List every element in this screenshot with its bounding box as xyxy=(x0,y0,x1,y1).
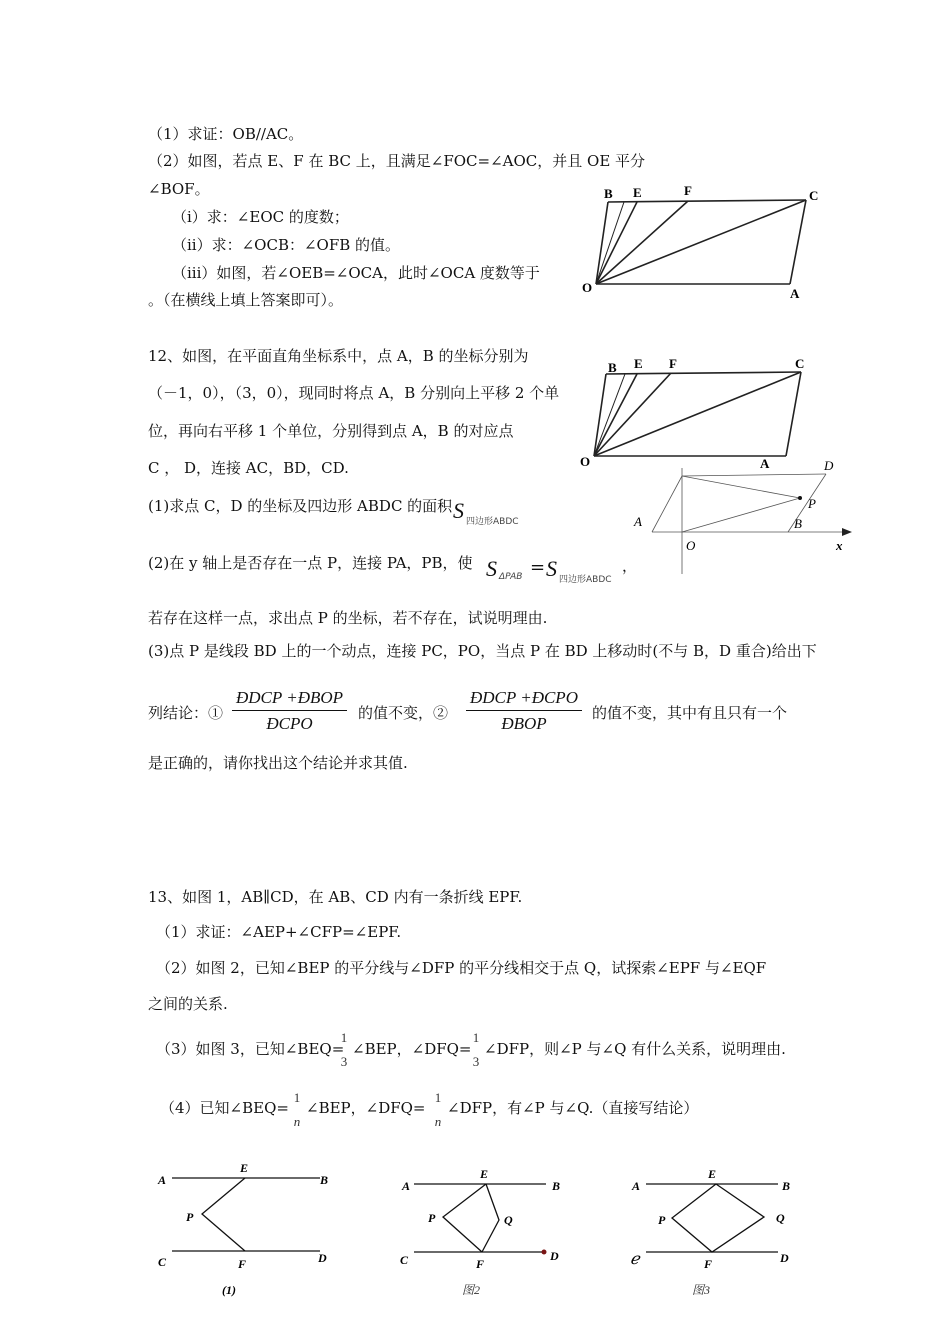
q11-label-F: F xyxy=(684,183,692,198)
fig3-label-Q: Q xyxy=(776,1211,785,1225)
q11-part1: （1）求证：OB//AC。 xyxy=(148,125,304,143)
q11-part2-line2: ∠BOF。 xyxy=(148,180,210,198)
q12-fraction-2 xyxy=(466,688,582,734)
fig3-label-F: F xyxy=(704,1257,713,1271)
fig2-label-E: E xyxy=(480,1167,489,1181)
q12-line3: 位，再向右平移 1 个单位，分别得到点 A，B 的对应点 xyxy=(148,422,514,440)
q11-sub-i: （i）求：∠EOC 的度数； xyxy=(172,208,349,226)
fig1-label-C: C xyxy=(158,1255,167,1269)
fig2-caption: 图2 xyxy=(462,1283,481,1297)
fig2-label-Q: Q xyxy=(504,1213,513,1227)
q13-part3-frac1-num: 1 xyxy=(340,1030,348,1045)
fig2-label-A: A xyxy=(402,1179,411,1193)
q12-s-quad-2: S xyxy=(546,556,557,581)
q12-fraction-1-denominator: ÐCPO xyxy=(266,714,313,733)
fig3-caption: 图3 xyxy=(692,1283,711,1297)
q12-axis-label-A: A xyxy=(634,514,642,529)
q11-label-O: O xyxy=(582,280,593,295)
fig2-label-P: P xyxy=(428,1211,436,1225)
q13-part3-frac1-den: 3 xyxy=(340,1054,348,1069)
q12-line2: （－1，0），（3，0），现同时将点 A，B 分别向上平移 2 个单 xyxy=(148,384,560,402)
q11-parallelogram-figure xyxy=(578,180,828,300)
fig1-label-F: F xyxy=(238,1257,247,1271)
q12-axis-label-D: D xyxy=(824,458,834,473)
q13-part4-frac1-den: n xyxy=(293,1114,301,1129)
q12-axis-label-x: x xyxy=(836,538,843,553)
fig2-label-F: F xyxy=(476,1257,485,1271)
q13-part4-frac2-num: 1 xyxy=(434,1090,442,1105)
q12-s-quad-2-sub: 四边形ABDC xyxy=(559,575,612,585)
q11-sub-iii: （iii）如图，若∠OEB=∠OCA，此时∠OCA 度数等于 xyxy=(172,264,540,282)
fig3-label-E: E xyxy=(708,1167,717,1181)
q12-part3-line1: (3)点 P 是线段 BD 上的一个动点，连接 PC，PO，当点 P 在 BD 上移动时(不与 B，D 重合)给出下 xyxy=(148,642,817,660)
q12-coordinate-figure xyxy=(628,456,860,578)
fig3-label-A: A xyxy=(632,1179,641,1193)
fig1-caption: (1) xyxy=(222,1283,236,1297)
q12-s-tri-sub: ΔPAB xyxy=(499,572,523,582)
q12-label-O: O xyxy=(580,454,591,469)
q12-line1: 12、如图，在平面直角坐标系中，点 A，B 的坐标分别为 xyxy=(148,347,529,365)
q12-part2-line2: 若存在这样一点，求出点 P 的坐标，若不存在，试说明理由. xyxy=(148,609,548,627)
q11-label-A: A xyxy=(790,286,800,300)
q13-part3-start: （3）如图 3，已知∠BEQ= xyxy=(156,1040,345,1058)
q12-fraction-2-numerator: ÐDCP +ÐCPO xyxy=(466,688,582,711)
q12-equals: = xyxy=(530,557,546,578)
q13-line1: 13、如图 1，AB∥CD，在 AB、CD 内有一条折线 EPF. xyxy=(148,888,523,906)
q13-part3-end: ∠DFP，则∠P 与∠Q 有什么关系，说明理由. xyxy=(484,1040,786,1058)
q12-line4: C ， D，连接 AC，BD，CD. xyxy=(148,459,349,477)
q12-part2: (2)在 y 轴上是否存在一点 P，连接 PA，PB，使 xyxy=(148,554,473,572)
q13-part1: （1）求证：∠AEP+∠CFP=∠EPF. xyxy=(156,923,402,941)
fig2-label-C: C xyxy=(400,1253,409,1267)
fig1-label-P: P xyxy=(186,1210,194,1224)
q12-s-quad-1-sub: 四边形ABDC xyxy=(466,517,519,527)
q12-label-F: F xyxy=(669,356,677,371)
q13-figure-1 xyxy=(150,1158,340,1298)
q13-part3-frac2-num: 1 xyxy=(472,1030,480,1045)
fig1-label-D: D xyxy=(318,1251,327,1265)
q13-part3-frac2-den: 3 xyxy=(472,1054,480,1069)
fig3-label-C: ℯ xyxy=(630,1251,640,1268)
fig3-label-D: D xyxy=(780,1251,789,1265)
q12-axis-label-P: P xyxy=(808,496,816,511)
q11-sub-ii: （ii）求：∠OCB：∠OFB 的值。 xyxy=(172,236,401,254)
q12-part3-line3: 是正确的，请你找出这个结论并求其值. xyxy=(148,754,408,772)
q11-label-E: E xyxy=(633,185,642,200)
q12-part3-line2-start: 列结论：① xyxy=(148,704,224,722)
q12-axis-label-O: O xyxy=(686,538,696,553)
q12-fraction-1 xyxy=(232,688,347,734)
q11-sub-iii-end: 。（在横线上填上答案即可）。 xyxy=(148,291,344,309)
q13-part4-start: （4）已知∠BEQ= xyxy=(160,1099,289,1117)
q12-label-E: E xyxy=(634,356,643,371)
q13-part4-frac2-den: n xyxy=(434,1114,442,1129)
q11-label-C: C xyxy=(809,188,819,203)
fig1-label-A: A xyxy=(158,1173,167,1187)
q13-part4-frac1-num: 1 xyxy=(293,1090,301,1105)
q12-s-quad-1: S xyxy=(453,498,464,523)
q13-figure-3 xyxy=(628,1162,808,1302)
q13-figure-2 xyxy=(396,1162,571,1302)
q11-part2-line1: （2）如图，若点 E、F 在 BC 上，且满足∠FOC=∠AOC，并且 OE 平分 xyxy=(148,152,646,170)
q12-part1: (1)求点 C，D 的坐标及四边形 ABDC 的面积 xyxy=(148,497,453,515)
q13-part4-end: ∠DFP，有∠P 与∠Q.（直接写结论） xyxy=(447,1099,699,1117)
fig1-label-B: B xyxy=(320,1173,329,1187)
q12-s-tri: S xyxy=(486,556,497,581)
q13-part4-mid: ∠BEP，∠DFQ= xyxy=(306,1099,426,1117)
q12-fraction-2-denominator: ÐBOP xyxy=(501,714,547,733)
q12-label-C: C xyxy=(795,356,805,371)
q12-part3-line2-mid: 的值不变，② xyxy=(358,704,449,722)
q12-fraction-1-numerator: ÐDCP +ÐBOP xyxy=(232,688,347,711)
fig3-label-P: P xyxy=(658,1213,666,1227)
q12-part3-line2-end: 的值不变，其中有且只有一个 xyxy=(592,704,788,722)
fig2-label-D: D xyxy=(550,1249,559,1263)
q13-part2-line2: 之间的关系. xyxy=(148,995,228,1013)
fig1-label-E: E xyxy=(240,1161,249,1175)
fig3-label-B: B xyxy=(782,1179,791,1193)
q12-label-A: A xyxy=(760,456,770,471)
q13-part3-mid: ∠BEP，∠DFQ= xyxy=(352,1040,472,1058)
q12-part2-comma: ， xyxy=(622,557,638,575)
q12-label-B: B xyxy=(608,360,617,375)
q13-part2-line1: （2）如图 2，已知∠BEP 的平分线与∠DFP 的平分线相交于点 Q，试探索∠EPF 与∠EQF xyxy=(156,959,767,977)
q11-label-B: B xyxy=(604,186,613,201)
fig2-label-B: B xyxy=(552,1179,561,1193)
q12-axis-label-B: B xyxy=(794,516,802,531)
